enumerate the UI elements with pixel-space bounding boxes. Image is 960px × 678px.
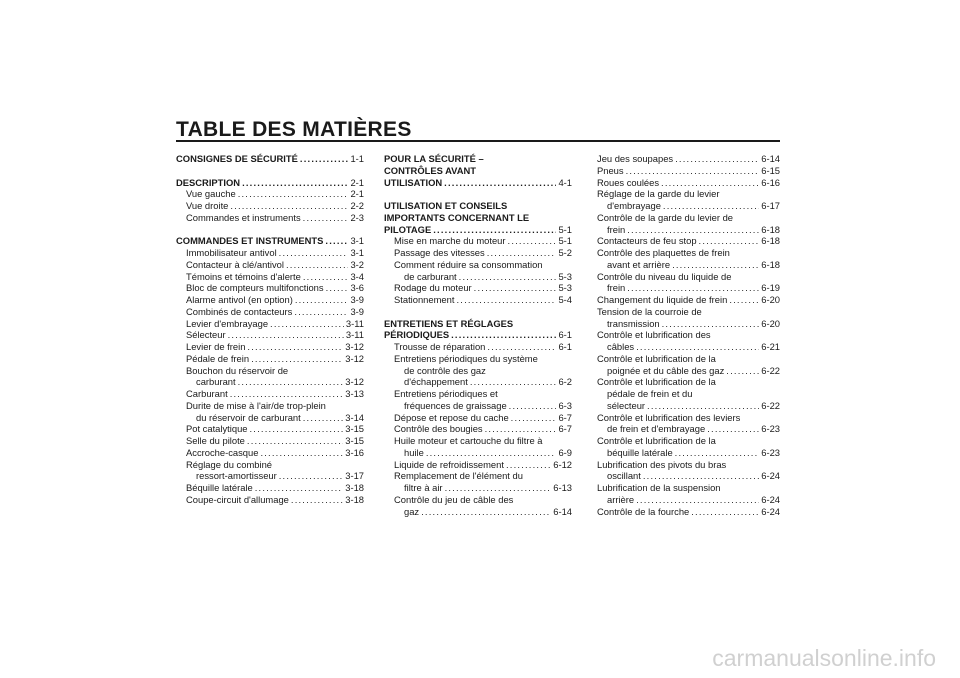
toc-entry-title: COMMANDES ET INSTRUMENTS [176, 235, 324, 247]
toc-page-number: 6-18 [761, 235, 780, 247]
toc-entry[interactable] [176, 247, 364, 259]
toc-entry-title: Rodage du moteur [394, 282, 472, 294]
toc-entry-title: CONSIGNES DE SÉCURITÉ [176, 153, 298, 164]
toc-page-number: 6-1 [558, 341, 572, 352]
dot-leader [726, 365, 759, 377]
dot-leader [662, 318, 760, 330]
toc-entry-title: Jeu des soupapes [597, 153, 674, 164]
toc-entry[interactable] [384, 412, 572, 424]
toc-entry-title: frein [607, 282, 626, 294]
toc-entry[interactable] [176, 294, 364, 306]
toc-column-2 [384, 153, 572, 517]
toc-entry-title: Réglage du combiné [186, 458, 272, 470]
dot-leader [251, 353, 343, 365]
toc-page-number: 6-15 [761, 164, 780, 176]
toc-entry-title: UTILISATION [384, 176, 443, 188]
dot-leader [456, 294, 556, 306]
toc-page-number: 6-1 [558, 329, 572, 341]
toc-page-number: 3-17 [345, 470, 364, 482]
dot-leader [485, 423, 557, 435]
dot-leader [247, 341, 343, 353]
toc-entry-title: pédale de frein et du [607, 388, 693, 399]
toc-entry-title: de contrôle des gaz [404, 364, 486, 376]
toc-entry[interactable] [384, 282, 572, 294]
toc-page-number: 6-2 [558, 376, 572, 388]
dot-leader [270, 318, 344, 330]
toc-page-number: 3-12 [345, 341, 364, 352]
toc-entry[interactable] [176, 459, 364, 483]
toc-entry[interactable] [384, 353, 572, 388]
toc-page-number: 6-24 [761, 505, 780, 517]
toc-entry[interactable] [176, 188, 364, 200]
dot-leader [699, 235, 760, 247]
toc-entry[interactable] [597, 376, 780, 411]
toc-page-number: 6-22 [761, 364, 780, 376]
toc-page-number: 3-18 [345, 482, 364, 493]
toc-entry[interactable] [176, 306, 364, 318]
toc-entry-title: Durite de mise à l'air/de trop-plein [186, 399, 326, 411]
toc-entry[interactable] [597, 153, 780, 165]
page-title: TABLE DES MATIÈRES [176, 118, 412, 141]
toc-entry-title: Contrôle des plaquettes de frein [597, 247, 730, 258]
toc-page-number: 6-16 [761, 176, 780, 188]
toc-page-number: 2-3 [350, 211, 364, 223]
dot-leader [451, 329, 556, 341]
toc-entry-title: Entretiens périodiques du système [394, 352, 538, 364]
toc-entry[interactable] [597, 306, 780, 330]
toc-page-number: 3-13 [345, 388, 364, 399]
toc-entry-title: Contrôle et lubrification de la [597, 435, 716, 446]
toc-page-number: 4-1 [558, 176, 572, 188]
toc-entry[interactable] [176, 435, 364, 447]
toc-entry-title: Levier d'embrayage [186, 317, 269, 329]
dot-leader [279, 247, 349, 259]
toc-page-number: 6-14 [761, 153, 780, 164]
toc-page-number: 6-9 [558, 446, 572, 458]
dot-leader [627, 224, 759, 236]
toc-entry[interactable] [597, 177, 780, 189]
dot-leader [487, 247, 557, 259]
toc-entry-title: Alarme antivol (en option) [186, 294, 293, 305]
dot-leader [421, 506, 551, 518]
toc-entry-title: d'embrayage [607, 200, 661, 211]
dot-leader [255, 482, 344, 494]
toc-entry-title: PÉRIODIQUES [384, 329, 450, 341]
toc-entry-title: Tension de la courroie de [597, 305, 702, 317]
toc-entry-title: ENTRETIENS ET RÉGLAGES [384, 317, 514, 329]
toc-entry[interactable] [176, 271, 364, 283]
toc-entry-title: IMPORTANTS CONCERNANT LE [384, 211, 530, 223]
toc-entry[interactable] [176, 482, 364, 494]
toc-page-number: 6-7 [558, 423, 572, 435]
dot-leader [672, 259, 759, 271]
toc-entry[interactable] [597, 235, 780, 247]
dot-leader [230, 388, 344, 400]
dot-leader [279, 470, 343, 482]
toc-page-number: 6-20 [761, 317, 780, 329]
toc-entry-title: DESCRIPTION [176, 176, 241, 188]
dot-leader [295, 294, 349, 306]
toc-entry-title: filtre à air [404, 482, 443, 493]
toc-page-number: 3-14 [345, 411, 364, 423]
toc-entry[interactable] [384, 494, 572, 518]
dot-leader [626, 165, 760, 177]
dot-leader [303, 271, 349, 283]
toc-entry[interactable] [176, 494, 364, 506]
toc-page-number: 3-11 [345, 329, 364, 341]
dot-leader [291, 494, 343, 506]
toc-entry-title: oscillant [607, 470, 641, 482]
toc-entry-title: Contrôle et lubrification de la [597, 352, 716, 364]
toc-entry-title: Réglage de la garde du levier [597, 188, 720, 200]
toc-entry-title: Selle du pilote [186, 435, 245, 446]
toc-entry-title: POUR LA SÉCURITÉ – [384, 153, 484, 164]
toc-page-number: 3-2 [350, 258, 364, 270]
toc-entry-title: Vue droite [186, 200, 229, 211]
toc-page-number: 3-4 [350, 270, 364, 282]
dot-leader [636, 341, 759, 353]
toc-entry-title: Changement du liquide de frein [597, 294, 728, 305]
toc-page-number: 6-24 [761, 493, 780, 505]
toc-page-number: 6-17 [761, 200, 780, 211]
toc-entry[interactable] [176, 177, 364, 189]
toc-entry-title: Contrôle et lubrification des [597, 329, 711, 341]
dot-leader [303, 412, 343, 424]
toc-entry-title: Sélecteur [186, 329, 226, 341]
toc-page-number: 6-13 [553, 482, 572, 493]
toc-entry-title: frein [607, 223, 626, 235]
dot-leader [325, 235, 348, 247]
dot-leader [247, 435, 343, 447]
toc-entry-title: sélecteur [607, 399, 646, 411]
dot-leader [326, 282, 349, 294]
toc-entry-title: Levier de frein [186, 341, 246, 352]
toc-entry[interactable] [176, 318, 364, 330]
title-rule [176, 140, 780, 142]
toc-entry[interactable] [597, 188, 780, 212]
dot-leader [729, 294, 759, 306]
toc-entry-title: Lubrification de la suspension [597, 482, 721, 493]
toc-entry[interactable] [176, 235, 364, 247]
dot-leader [303, 212, 349, 224]
toc-entry-title: gaz [404, 505, 420, 517]
dot-leader [294, 306, 348, 318]
dot-leader [230, 200, 348, 212]
toc-column-3 [597, 153, 780, 517]
toc-entry[interactable] [597, 247, 780, 271]
toc-entry-title: Immobilisateur antivol [186, 247, 277, 258]
toc-page-number: 5-3 [558, 270, 572, 282]
toc-entry[interactable] [597, 353, 780, 377]
toc-page-number: 6-24 [761, 470, 780, 482]
toc-entry-title: PILOTAGE [384, 223, 432, 235]
watermark: carmanualsonline.info [712, 645, 936, 671]
toc-entry[interactable] [384, 423, 572, 435]
dot-leader [426, 447, 557, 459]
toc-entry-title: Roues coulées [597, 176, 660, 188]
toc-entry-title: de carburant [404, 270, 457, 282]
toc-entry[interactable] [384, 318, 572, 342]
toc-page-number: 5-1 [558, 223, 572, 235]
toc-entry-title: arrière [607, 493, 635, 505]
dot-leader [661, 177, 759, 189]
toc-entry-title: carburant [196, 376, 236, 388]
toc-entry-title: Vue gauche [186, 188, 236, 200]
toc-entry-title: Liquide de refroidissement [394, 458, 504, 470]
toc-entry-title: d'échappement [404, 376, 468, 388]
toc-page-number: 6-20 [761, 294, 780, 305]
dot-leader [707, 423, 759, 435]
toc-page-number: 3-18 [345, 493, 364, 505]
dot-leader [250, 423, 344, 435]
toc-entry-title: Comment réduire sa consommation [394, 258, 543, 270]
toc-entry[interactable] [597, 435, 780, 459]
toc-page-number: 5-1 [558, 235, 572, 247]
toc-entry[interactable] [597, 165, 780, 177]
toc-entry[interactable] [176, 212, 364, 224]
toc-page-number: 3-15 [345, 423, 364, 435]
toc-entry-title: Contrôle de la garde du levier de [597, 211, 734, 223]
toc-entry-title: Contrôle du niveau du liquide de [597, 270, 732, 282]
toc-entry[interactable] [176, 447, 364, 459]
toc-entry-title: Dépose et repose du cache [394, 411, 509, 423]
toc-entry-title: Contrôle et lubrification des leviers [597, 411, 741, 423]
toc-entry-title: Contrôle du jeu de câble des [394, 493, 514, 505]
toc-entry[interactable] [597, 212, 780, 236]
toc-page-number: 3-6 [350, 282, 364, 294]
toc-entry-title: Contacteurs de feu stop [597, 235, 697, 247]
dot-leader [636, 494, 759, 506]
toc-entry-title: transmission [607, 317, 660, 329]
dot-leader [459, 271, 557, 283]
toc-entry-title: Pédale de frein [186, 352, 250, 364]
dot-leader [444, 177, 556, 189]
toc-entry[interactable] [384, 259, 572, 283]
toc-page-number: 5-2 [558, 247, 572, 258]
toc-page-number: 6-23 [761, 423, 780, 435]
toc-page-number: 5-4 [558, 294, 572, 305]
toc-entry[interactable] [384, 153, 572, 188]
toc-entry-title: Contrôle et lubrification de la [597, 376, 716, 388]
toc-entry-title: huile [404, 446, 424, 458]
toc-page-number: 6-3 [558, 399, 572, 411]
dot-leader [238, 376, 344, 388]
toc-page-number: 3-9 [350, 294, 364, 305]
toc-entry[interactable] [597, 329, 780, 353]
dot-leader [300, 153, 349, 165]
toc-entry[interactable] [597, 271, 780, 295]
toc-entry[interactable] [176, 341, 364, 353]
toc-entry-title: Trousse de réparation [394, 341, 486, 352]
toc-entry-title: UTILISATION ET CONSEILS [384, 200, 508, 211]
toc-page-number: 3-1 [350, 235, 364, 247]
toc-entry[interactable] [597, 482, 780, 506]
dot-leader [663, 200, 759, 212]
toc-entry-title: Témoins et témoins d'alerte [186, 270, 301, 282]
toc-page-number: 5-3 [558, 282, 572, 294]
toc-page-number: 3-11 [345, 317, 364, 329]
toc-entry-title: Remplacement de l'élément du [394, 470, 523, 482]
dot-leader [228, 329, 344, 341]
toc-entry[interactable] [384, 247, 572, 259]
toc-entry[interactable] [384, 470, 572, 494]
toc-entry[interactable] [384, 341, 572, 353]
toc-entry-title: Passage des vitesses [394, 247, 485, 258]
toc-page-number: 6-18 [761, 223, 780, 235]
toc-page-number: 2-2 [350, 200, 364, 211]
toc-entry[interactable] [176, 329, 364, 341]
toc-entry-title: Bloc de compteurs multifonctions [186, 282, 324, 294]
toc-page-number: 6-14 [553, 505, 572, 517]
toc-entry-title: CONTRÔLES AVANT [384, 164, 477, 176]
toc-page-number: 1-1 [350, 153, 364, 164]
toc-entry-title: Mise en marche du moteur [394, 235, 506, 247]
toc-page-number: 6-22 [761, 399, 780, 411]
toc-entry-title: Stationnement [394, 294, 455, 305]
toc-entry[interactable] [384, 235, 572, 247]
dot-leader [506, 459, 551, 471]
toc-entry-title: Contacteur à clé/antivol [186, 258, 284, 270]
toc-page-number: 3-12 [345, 352, 364, 364]
toc-entry[interactable] [384, 435, 572, 459]
toc-page-number: 3-16 [345, 446, 364, 458]
toc-entry-title: béquille latérale [607, 446, 673, 458]
toc-entry[interactable] [176, 282, 364, 294]
toc-page-number: 6-18 [761, 258, 780, 270]
toc-entry-title: avant et arrière [607, 258, 671, 270]
toc-entry[interactable] [176, 365, 364, 389]
toc-page-number: 3-9 [350, 305, 364, 317]
toc-entry-title: fréquences de graissage [404, 399, 507, 411]
toc-entry[interactable] [176, 153, 364, 165]
dot-leader [511, 412, 557, 424]
dot-leader [286, 259, 348, 271]
toc-page-number: 6-21 [761, 341, 780, 352]
dot-leader [433, 224, 556, 236]
toc-page-number: 6-19 [761, 282, 780, 294]
dot-leader [647, 400, 759, 412]
toc-entry[interactable] [597, 459, 780, 483]
toc-entry-title: Accroche-casque [186, 446, 259, 458]
toc-entry[interactable] [597, 412, 780, 436]
toc-entry-title: Commandes et instruments [186, 211, 301, 223]
toc-entry-title: câbles [607, 341, 635, 352]
toc-page-number: 3-12 [345, 376, 364, 388]
toc-page-number: 6-7 [558, 411, 572, 423]
dot-leader [242, 177, 348, 189]
toc-entry[interactable] [384, 388, 572, 412]
toc-page-number: 2-1 [350, 176, 364, 188]
dot-leader [474, 282, 557, 294]
toc-page-number: 6-12 [553, 458, 572, 470]
toc-page-number: 3-15 [345, 435, 364, 446]
toc-entry-title: ressort-amortisseur [196, 470, 277, 482]
dot-leader [508, 235, 557, 247]
toc-entry-title: Bouchon du réservoir de [186, 364, 289, 376]
toc-entry-title: Carburant [186, 388, 228, 399]
toc-entry[interactable] [384, 294, 572, 306]
toc-entry[interactable] [176, 388, 364, 400]
toc-entry-title: Contrôle des bougies [394, 423, 483, 435]
toc-entry[interactable] [176, 423, 364, 435]
toc-entry-title: poignée et du câble des gaz [607, 364, 725, 376]
dot-leader [509, 400, 557, 412]
toc-page-number: 2-1 [350, 188, 364, 200]
dot-leader [238, 188, 349, 200]
toc-entry-title: Combinés de contacteurs [186, 305, 293, 317]
toc-page-number: 6-23 [761, 446, 780, 458]
toc-entry-title: Coupe-circuit d'allumage [186, 493, 289, 505]
dot-leader [643, 470, 759, 482]
toc-entry-title: Entretiens périodiques et [394, 388, 498, 399]
dot-leader [487, 341, 556, 353]
toc-entry[interactable] [176, 259, 364, 271]
dot-leader [260, 447, 343, 459]
toc-entry-title: Huile moteur et cartouche du filtre à [394, 435, 543, 446]
dot-leader [445, 482, 552, 494]
dot-leader [691, 506, 759, 518]
dot-leader [675, 153, 759, 165]
toc-column-1 [176, 153, 364, 506]
toc-entry-title: Lubrification des pivots du bras [597, 458, 727, 470]
toc-entry-title: Pot catalytique [186, 423, 248, 435]
dot-leader [675, 447, 760, 459]
toc-entry-title: Béquille latérale [186, 482, 253, 493]
toc-entry-title: Pneus [597, 164, 624, 176]
toc-entry[interactable] [384, 459, 572, 471]
toc-entry[interactable] [176, 200, 364, 212]
toc-entry[interactable] [176, 353, 364, 365]
toc-entry-title: de frein et d'embrayage [607, 423, 706, 435]
toc-entry[interactable] [176, 400, 364, 424]
toc-entry[interactable] [597, 506, 780, 518]
toc-entry-title: Contrôle de la fourche [597, 505, 690, 517]
toc-entry[interactable] [384, 200, 572, 235]
toc-entry[interactable] [597, 294, 780, 306]
dot-leader [470, 376, 557, 388]
dot-leader [627, 282, 759, 294]
toc-entry-title: du réservoir de carburant [196, 411, 301, 423]
toc-page-number: 3-1 [350, 247, 364, 258]
